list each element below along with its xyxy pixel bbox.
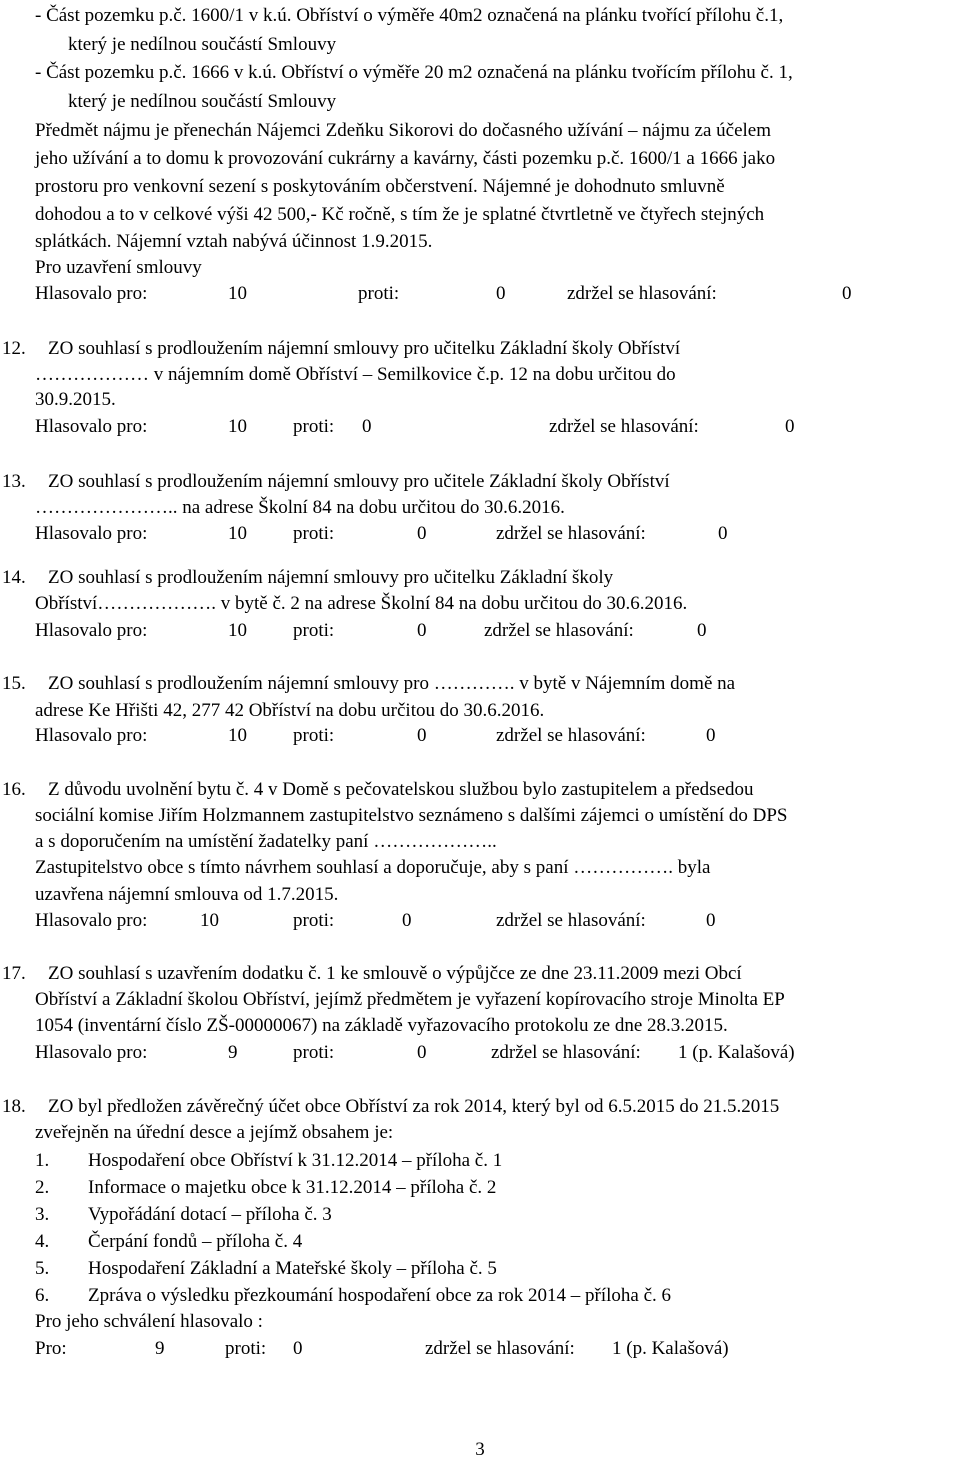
text-line: - Část pozemku p.č. 1666 v k.ú. Obříství o výměře 20 m2 označená na plánku tvořícím přílohu č. 1, <box>35 62 793 83</box>
page-number: 3 <box>475 1439 485 1460</box>
list-item: Zpráva o výsledku přezkoumání hospodaření obce za rok 2014 – příloha č. 6 <box>88 1285 672 1306</box>
item-number: 14. <box>2 567 26 588</box>
text-line: a s doporučením na umístění žadatelky paní ……………….. <box>35 831 497 852</box>
vote-label-pro: Hlasovalo pro: <box>35 1042 148 1063</box>
vote-pro-value: 9 <box>155 1338 165 1359</box>
text-line: zveřejněn na úřední desce a jejímž obsahem je: <box>35 1122 394 1143</box>
vote-label-zdrzel: zdržel se hlasování: <box>496 725 646 746</box>
vote-label-zdrzel: zdržel se hlasování: <box>567 283 717 304</box>
vote-proti-value: 0 <box>496 283 506 304</box>
vote-label-zdrzel: zdržel se hlasování: <box>484 620 634 641</box>
vote-label-proti: proti: <box>293 1042 335 1063</box>
vote-label-proti: proti: <box>293 620 335 641</box>
vote-zdrzel-value: 0 <box>706 725 716 746</box>
vote-proti-value: 0 <box>362 416 372 437</box>
text-line: Zastupitelstvo obce s tímto návrhem souhlasí a doporučuje, aby s paní ……………. byla <box>35 857 711 878</box>
vote-label-proti: proti: <box>293 725 335 746</box>
vote-label-pro: Hlasovalo pro: <box>35 910 148 931</box>
vote-pro-value: 10 <box>228 725 247 746</box>
list-item-number: 5. <box>35 1258 50 1279</box>
vote-label-proti: proti: <box>293 416 335 437</box>
vote-proti-value: 0 <box>402 910 412 931</box>
text-line: 1054 (inventární číslo ZŠ-00000067) na základě vyřazovacího protokolu ze dne 28.3.2015. <box>35 1015 728 1036</box>
item-number: 15. <box>2 673 26 694</box>
item-number: 16. <box>2 779 26 800</box>
vote-zdrzel-value: 0 <box>785 416 795 437</box>
list-item: Vypořádání dotací – příloha č. 3 <box>88 1204 332 1225</box>
text-line: Obříství………………. v bytě č. 2 na adrese Školní 84 na dobu určitou do 30.6.2016. <box>35 593 688 614</box>
vote-label-pro: Hlasovalo pro: <box>35 523 148 544</box>
item-number: 17. <box>2 963 26 984</box>
list-item: Hospodaření Základní a Mateřské školy – příloha č. 5 <box>88 1258 497 1279</box>
vote-pro-value: 9 <box>228 1042 238 1063</box>
vote-zdrzel-value: 0 <box>697 620 707 641</box>
text-line: sociální komise Jiřím Holzmannem zastupitelstvo seznámeno s dalšími zájemci o umístění do DPS <box>35 805 788 826</box>
vote-proti-value: 0 <box>417 1042 427 1063</box>
list-item: Informace o majetku obce k 31.12.2014 – příloha č. 2 <box>88 1177 497 1198</box>
vote-zdrzel-value: 0 <box>718 523 728 544</box>
list-item-number: 4. <box>35 1231 50 1252</box>
text-line: prostoru pro venkovní sezení s poskytováním občerstvení. Nájemné je dohodnuto smluvně <box>35 176 725 197</box>
text-line: jeho užívání a to domu k provozování cukrárny a kavárny, části pozemku p.č. 1600/1 a 1666 jako <box>35 148 776 169</box>
list-item: Čerpání fondů – příloha č. 4 <box>88 1231 303 1252</box>
vote-pro-value: 10 <box>228 620 247 641</box>
vote-label-pro: Hlasovalo pro: <box>35 283 148 304</box>
vote-label-zdrzel: zdržel se hlasování: <box>496 523 646 544</box>
vote-pro-value: 10 <box>228 283 247 304</box>
vote-label-pro: Hlasovalo pro: <box>35 416 148 437</box>
item-number: 12. <box>2 338 26 359</box>
vote-label-pro: Pro: <box>35 1338 67 1359</box>
text-line: Obříství a Základní školou Obříství, jejímž předmětem je vyřazení kopírovacího stroje Minolta EP <box>35 989 785 1010</box>
text-line: - Část pozemku p.č. 1600/1 v k.ú. Obříství o výměře 40m2 označená na plánku tvořící přílohu č.1, <box>35 5 784 26</box>
text-line: který je nedílnou součástí Smlouvy <box>68 34 337 55</box>
text-line: uzavřena nájemní smlouva od 1.7.2015. <box>35 884 339 905</box>
vote-label-proti: proti: <box>358 283 400 304</box>
text-line: adrese Ke Hřišti 42, 277 42 Obříství na dobu určitou do 30.6.2016. <box>35 700 545 721</box>
vote-label-zdrzel: zdržel se hlasování: <box>491 1042 641 1063</box>
vote-label-proti: proti: <box>225 1338 267 1359</box>
text-line: ZO byl předložen závěrečný účet obce Obříství za rok 2014, který byl od 6.5.2015 do 21.5.2015 <box>48 1096 780 1117</box>
vote-pro-value: 10 <box>228 523 247 544</box>
text-line: ZO souhlasí s prodloužením nájemní smlouvy pro učitele Základní školy Obříství <box>48 471 670 492</box>
vote-proti-value: 0 <box>417 725 427 746</box>
vote-proti-value: 0 <box>417 523 427 544</box>
text-line: ZO souhlasí s uzavřením dodatku č. 1 ke smlouvě o výpůjčce ze dne 23.11.2009 mezi Obcí <box>48 963 742 984</box>
list-item: Hospodaření obce Obříství k 31.12.2014 – příloha č. 1 <box>88 1150 503 1171</box>
vote-pro-value: 10 <box>200 910 219 931</box>
list-item-number: 3. <box>35 1204 50 1225</box>
text-line: ……………… v nájemním domě Obříství – Semilkovice č.p. 12 na dobu určitou do <box>35 364 676 385</box>
vote-pro-value: 10 <box>228 416 247 437</box>
text-line: ZO souhlasí s prodloužením nájemní smlouvy pro učitelku Základní školy <box>48 567 614 588</box>
item-number: 13. <box>2 471 26 492</box>
text-line: 30.9.2015. <box>35 389 116 410</box>
vote-zdrzel-value: 0 <box>842 283 852 304</box>
vote-label-pro: Hlasovalo pro: <box>35 620 148 641</box>
text-line: Z důvodu uvolnění bytu č. 4 v Domě s pečovatelskou službou bylo zastupitelem a předsedou <box>48 779 754 800</box>
vote-label-zdrzel: zdržel se hlasování: <box>496 910 646 931</box>
vote-label-proti: proti: <box>293 523 335 544</box>
item-number: 18. <box>2 1096 26 1117</box>
text-line: ZO souhlasí s prodloužením nájemní smlouvy pro …………. v bytě v Nájemním domě na <box>48 673 736 694</box>
list-item-number: 2. <box>35 1177 50 1198</box>
text-line: který je nedílnou součástí Smlouvy <box>68 91 337 112</box>
vote-zdrzel-value: 1 (p. Kalašová) <box>678 1042 795 1063</box>
list-item-number: 6. <box>35 1285 50 1306</box>
vote-label-proti: proti: <box>293 910 335 931</box>
vote-label-pro: Hlasovalo pro: <box>35 725 148 746</box>
text-line: Pro uzavření smlouvy <box>35 257 202 278</box>
vote-zdrzel-value: 0 <box>706 910 716 931</box>
text-line: Předmět nájmu je přenechán Nájemci Zdeňku Sikorovi do dočasného užívání – nájmu za účelem <box>35 120 772 141</box>
vote-proti-value: 0 <box>293 1338 303 1359</box>
text-line: ZO souhlasí s prodloužením nájemní smlouvy pro učitelku Základní školy Obříství <box>48 338 681 359</box>
text-line: ………………….. na adrese Školní 84 na dobu určitou do 30.6.2016. <box>35 497 565 518</box>
text-line: splátkách. Nájemní vztah nabývá účinnost 1.9.2015. <box>35 231 433 252</box>
vote-zdrzel-value: 1 (p. Kalašová) <box>612 1338 729 1359</box>
text-line: dohodou a to v celkové výši 42 500,- Kč ročně, s tím že je splatné čtvrtletně ve čtyřech stejných <box>35 204 765 225</box>
list-item-number: 1. <box>35 1150 50 1171</box>
vote-label-zdrzel: zdržel se hlasování: <box>425 1338 575 1359</box>
text-line: Pro jeho schválení hlasovalo : <box>35 1311 263 1332</box>
vote-label-zdrzel: zdržel se hlasování: <box>549 416 699 437</box>
vote-proti-value: 0 <box>417 620 427 641</box>
